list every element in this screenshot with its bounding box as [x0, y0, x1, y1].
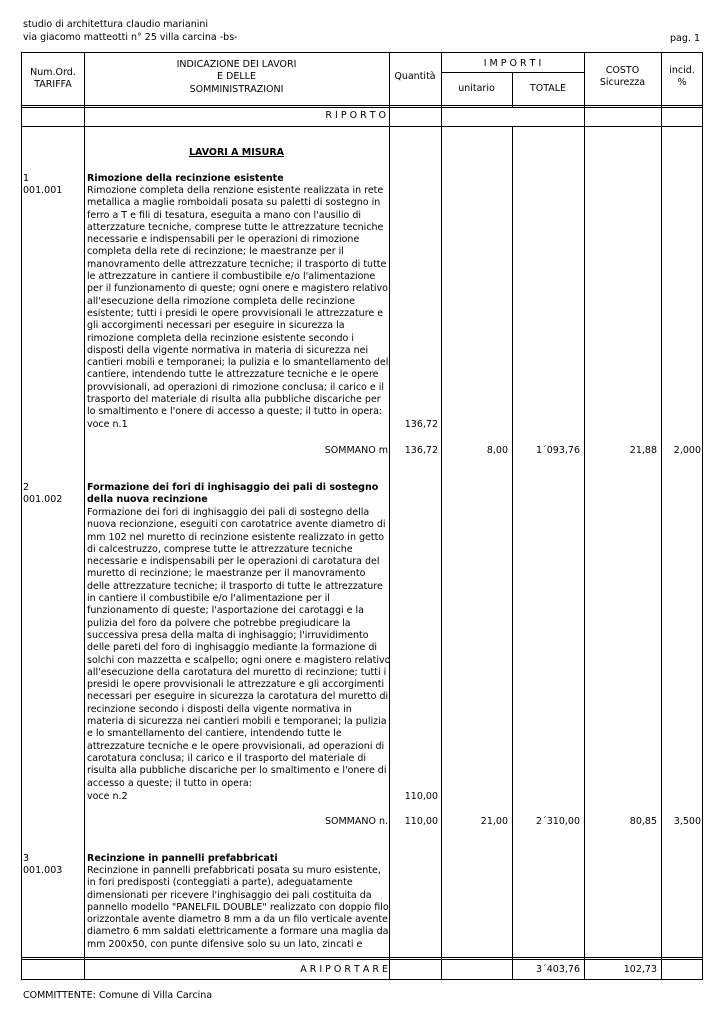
- col-incid: incid.: [669, 65, 695, 76]
- page-number: pag. 1: [670, 33, 700, 44]
- header-divider-double: [22, 107, 702, 108]
- item-title: Rimozione della recinzione esistente: [87, 173, 284, 184]
- safety-cost: 80,85: [629, 816, 657, 827]
- col-ind-2: E DELLE: [217, 71, 256, 82]
- item-description: Recinzione in pannelli prefabbricati posata su muro esistente, in fori predisposti (conteggiati a parte), adeguatamente dimensionati per ricevere l'inghisaggio dei pali costituita da pannello modello "PANELFIL DOUBLE" realizzato con doppio filo orizzontale avente diametro 8 mm a da un filo verticale avente diametro 6 mm saldati elettricamente a formare una maglia da mm 200x50, con punte difensive solo su un lato, zincati e: [87, 865, 389, 950]
- sommano-quantity: 136,72: [404, 445, 438, 456]
- footer-divider-double: [22, 959, 702, 960]
- studio-name: studio di architettura claudio marianini: [23, 19, 209, 30]
- col-divider-costo: [584, 53, 585, 979]
- header-divider: [22, 105, 702, 106]
- client-footer: COMMITTENTE: Comune di Villa Carcina: [23, 990, 213, 1001]
- item-code: 001.002: [23, 494, 63, 505]
- item-title: Recinzione in pannelli prefabbricati: [87, 853, 278, 864]
- col-ind-1: INDICAZIONE DEI LAVORI: [176, 59, 297, 70]
- incidence: 3,500: [673, 816, 701, 827]
- col-divider-unitario: [441, 53, 442, 979]
- sommano-label: SOMMANO m: [324, 445, 388, 456]
- col-divider-totale: [512, 126, 513, 979]
- item-number: 1: [23, 173, 30, 184]
- col-unitario: unitario: [458, 83, 495, 94]
- riportare-total: 3´403,76: [535, 964, 580, 975]
- item-description: Rimozione completa della renzione esistente realizzata in rete metallica a maglie romboidali posata su paletti di sostegno in ferro a T e fili di tesatura, eseguita a mano con l'ausilio di atterzzature tecniche, comprese tutte le attrezzature tecniche necessarie e indispensabili per le operazioni di rimozione completa della rete di recinzione; le maestranze per il manovramento delle attrezzature tecniche; il trasporto di tutte le attrezzature in cantiere il combustibile e/o l'alimentazione per il funzionamento di queste; ogni onere e magistero relativo all'esecuzione della rimozione completa delle recinzione esistente; tutti i presidi le opere provvisionali le attrezzature e gli accorgimenti necessari per eseguire in sicurezza la rimozione completa della recinzione esistente secondo i disposti della vigente normativa in materia di sicurezza nei cantieri mobili e temporanei; la pulizia e lo smantellamento del cantiere, intendendo tutte le attrezzature tecniche e le opere provvisionali, ad operazioni di rimozione conclusa; il carico e il trasporto del materiale di risulta alla pubbliche discariche per lo smaltimento e l'onere di accesso a queste; il tutto in opera:: [87, 185, 389, 418]
- riporto-label: R I P O R T O: [325, 110, 386, 121]
- col-num-ord: Num.Ord.: [30, 67, 76, 78]
- col-divider-desc: [84, 53, 85, 979]
- col-ind-3: SOMMINISTRAZIONI: [189, 84, 284, 95]
- sommano-label: SOMMANO n.: [324, 816, 388, 827]
- estimate-table: [21, 52, 703, 980]
- col-costo: COSTO: [605, 65, 640, 76]
- studio-address: via giacomo matteotti n° 25 villa carcina -bs-: [23, 32, 238, 43]
- item-number: 3: [23, 853, 30, 864]
- item-number: 2: [23, 482, 30, 493]
- sommano-quantity: 110,00: [404, 816, 438, 827]
- item-quantity: 136,72: [404, 419, 438, 430]
- item-voce: voce n.2: [87, 791, 128, 802]
- footer-divider: [22, 957, 702, 958]
- item-quantity: 110,00: [404, 791, 438, 802]
- incidence: 2,000: [673, 445, 701, 456]
- col-quantita: Quantità: [394, 71, 436, 82]
- col-importi: I M P O R T I: [483, 58, 542, 69]
- unit-price: 8,00: [486, 445, 508, 456]
- riportare-label: A R I P O R T A R E: [300, 964, 388, 975]
- item-code: 001.001: [23, 185, 63, 196]
- safety-cost: 21,88: [629, 445, 657, 456]
- unit-price: 21,00: [480, 816, 508, 827]
- col-incid-pct: %: [677, 77, 687, 88]
- total-price: 2´310,00: [535, 816, 580, 827]
- col-totale: TOTALE: [529, 83, 567, 94]
- col-divider-incid: [661, 53, 662, 979]
- section-title: LAVORI A MISURA: [188, 147, 285, 158]
- col-sicurezza: Sicurezza: [599, 77, 646, 88]
- riporto-divider: [22, 126, 702, 127]
- total-price: 1´093,76: [535, 445, 580, 456]
- riportare-safety-cost: 102,73: [623, 964, 657, 975]
- item-code: 001.003: [23, 865, 63, 876]
- col-tariffa: TARIFFA: [34, 79, 72, 90]
- item-description: Formazione dei fori di inghisaggio dei pali di sostegno della nuova recionzione, eseguiti con carotatrice avente diametro di mm 102 nel muretto di recinzione esistente realizzato in getto di calcestruzzo, comprese tutte le attrezzature tecniche necessarie e indispensabili per le operazioni di carotatura del muretto di recinzione; le maestranze per il manovramento delle attrezzature tecniche; il trasporto di tutte le attrezzature in cantiere il combustibile e/o l'alimentazione per il funzionamento di queste; l'asportazione dei carotaggi e la pulizia del foro da polvere che potrebbe pregiudicare la successiva presa della malta di inghisaggio; l'irruvidimento delle pareti del foro di inghisaggio mediante la formazione di solchi con mazzetta e scalpello; ogni onere e magistero relativo all'esecuzione della carotatura del muretto di recinzione; tutti i presidi le opere provvisionali le attrezzature e gli accorgimenti necessari per eseguire in sicurezza la carotatura del muretto di recinzione secondo i disposti della vigente normativa in materia di sicurezza nei cantieri mobili e temporanei; la pulizia e lo smantellamento del cantiere, intendendo tutte le attrezzature tecniche e le opere provvisionali, ad operazioni di carotatura conclusa; il carico e il trasporto del materiale di risulta alla pubbliche discariche per lo smaltimento e l'onere di accesso a queste; il tutto in opera:: [87, 507, 391, 789]
- item-voce: voce n.1: [87, 419, 128, 430]
- item-title: Formazione dei fori di inghisaggio dei pali di sostegno della nuova recinzione: [87, 482, 379, 506]
